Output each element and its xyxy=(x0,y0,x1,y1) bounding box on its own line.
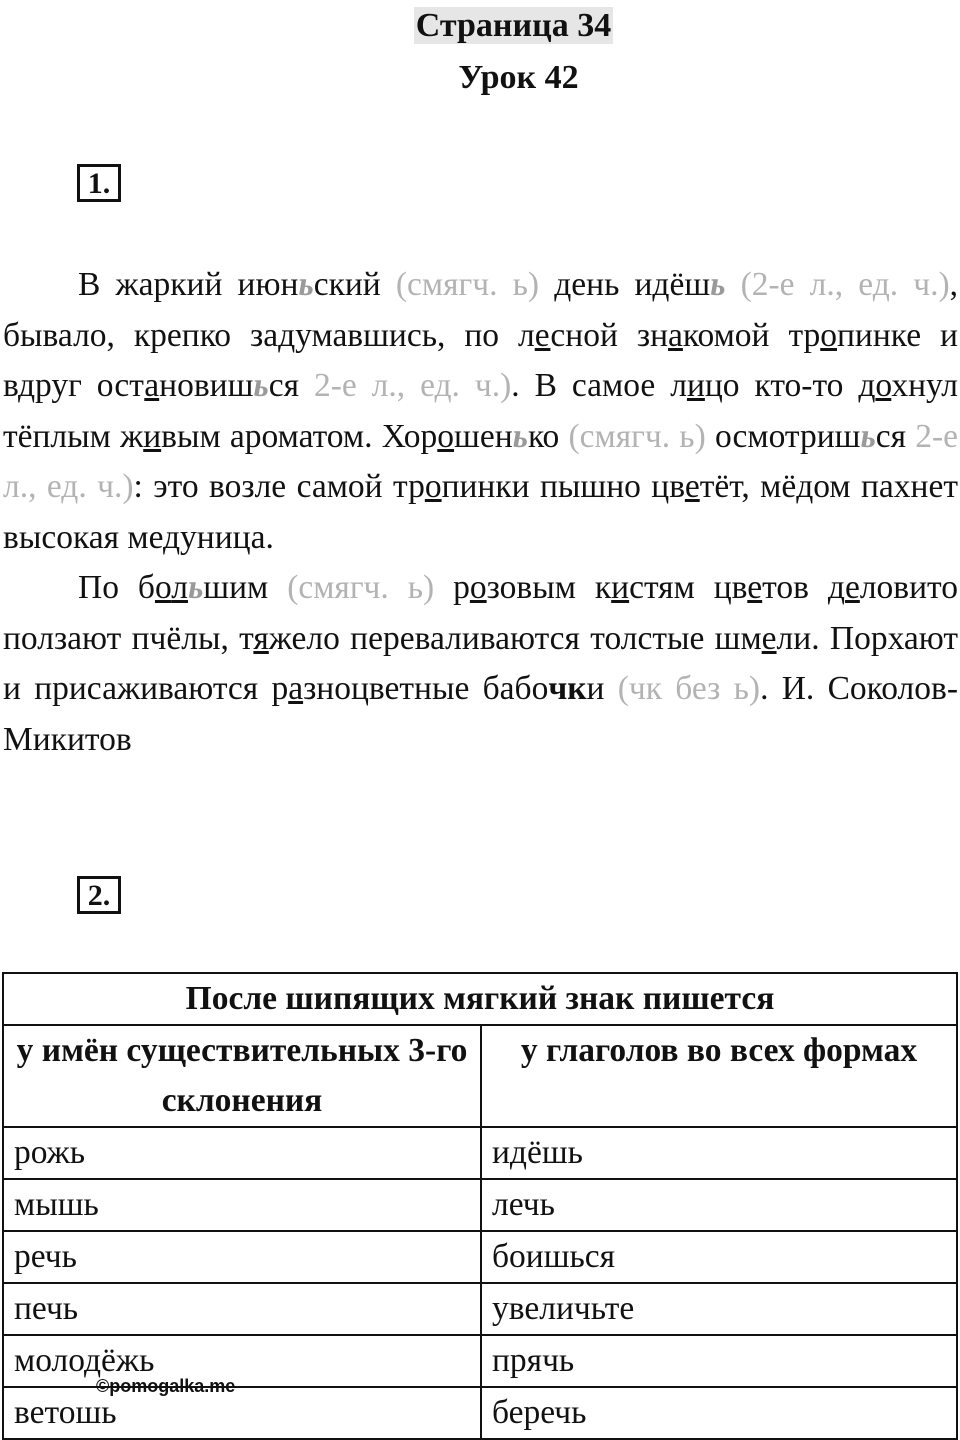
page-title xyxy=(0,4,960,48)
task-number-2: 2. xyxy=(77,876,121,914)
page-number: Страница 34 xyxy=(415,7,612,44)
column-header-nouns: у имён существительных 3-го склонения xyxy=(3,1025,481,1127)
noun-cell: молодёжь xyxy=(3,1335,481,1387)
verb-cell: боишься xyxy=(481,1231,957,1283)
table-row xyxy=(3,1127,957,1179)
noun-cell: рожь xyxy=(3,1127,481,1179)
table-row xyxy=(3,1179,957,1231)
column-header-verbs: у глаголов во всех формах xyxy=(481,1025,957,1127)
paragraph-1: В жаркий июньский (смягч. ь) день идёшь (2-е л., ед. ч.), бывало, крепко задумавшись, по лесной знакомой тропинке и вдруг остановишься 2-е л., ед. ч.). В самое лицо кто-то дохнул тёплым живым ароматом. Хорошенько (смягч. ь) осмотришься 2-е л., ед. ч.): это возле самой тропинки пышно цветёт, мёдом пахнет высокая медуница. xyxy=(3,266,959,556)
verb-cell: беречь xyxy=(481,1387,957,1439)
noun-cell: мышь xyxy=(3,1179,481,1231)
table-header-row xyxy=(3,1025,957,1127)
table-row xyxy=(3,1283,957,1335)
verb-cell: идёшь xyxy=(481,1127,957,1179)
rules-table xyxy=(2,972,958,1440)
table-title-row xyxy=(3,973,957,1025)
paragraph-2: По большим (смягч. ь) розовым кистям цветов деловито ползают пчёлы, тяжело переваливаются толстые шмели. Порхают и присаживаются разноцветные бабочки (чк без ь). И. Соколов-Микитов xyxy=(3,569,958,758)
watermark: ©pomogalka.me xyxy=(96,1376,236,1396)
table-row xyxy=(3,1231,957,1283)
noun-cell: речь xyxy=(3,1231,481,1283)
table-title: После шипящих мягкий знак пишется xyxy=(3,973,957,1025)
noun-cell: ветошь xyxy=(3,1387,481,1439)
task-number-1: 1. xyxy=(77,164,121,202)
noun-cell: печь xyxy=(3,1283,481,1335)
lesson-title: Урок 42 xyxy=(458,59,579,96)
verb-cell: лечь xyxy=(481,1179,957,1231)
verb-cell: прячь xyxy=(481,1335,957,1387)
exercise-text xyxy=(3,260,958,765)
verb-cell: увеличьте xyxy=(481,1283,957,1335)
